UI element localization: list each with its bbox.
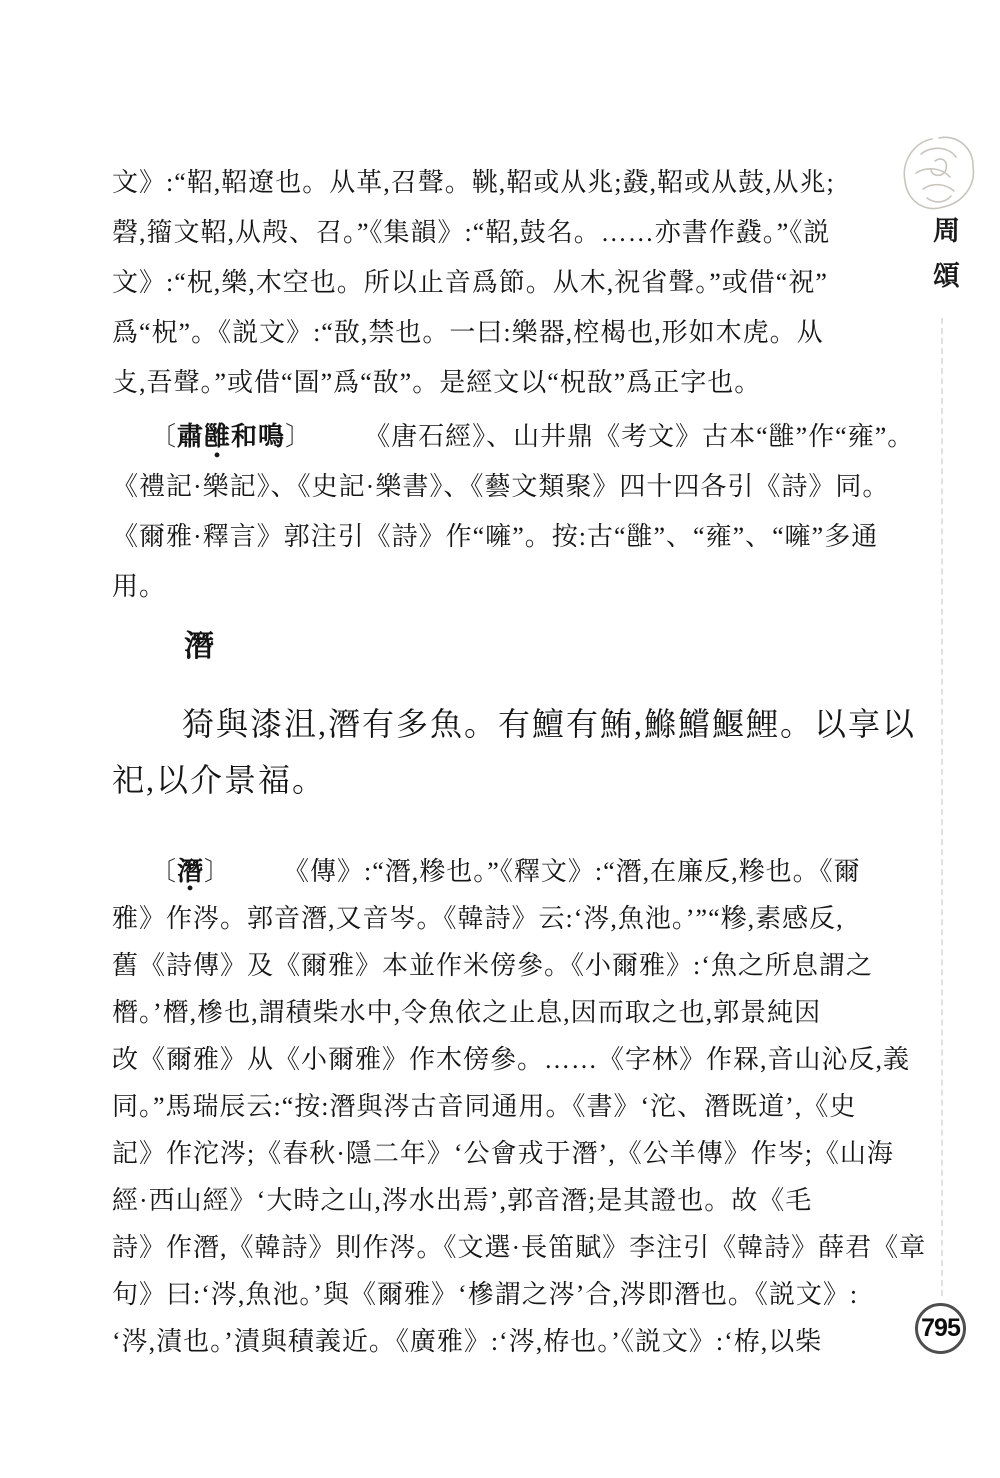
heading-emphasized-char: 雝	[204, 422, 232, 451]
heading-bracket-open: 〔	[150, 857, 178, 886]
text-line: 經·西山經》‘大時之山,涔水出焉’,郭音潛;是其證也。故《毛	[112, 1186, 813, 1215]
text-line: 舊《詩傳》及《爾雅》本並作米傍參。《小爾雅》:‘魚之所息謂之	[112, 951, 873, 980]
text-line: 文》:“鞀,鞀遼也。从革,召聲。鞉,鞀或从兆;鼗,鞀或从鼓,从兆;	[112, 168, 835, 197]
text-line: 雅》作涔。郭音潛,又音岑。《韓詩》云:‘涔,魚池。’”“糝,素感反,	[112, 904, 844, 933]
poem-section-title: 潛	[184, 630, 214, 663]
decorative-seal-icon	[897, 132, 981, 220]
text-line: 同。”馬瑞辰云:“按:潛與涔古音同通用。《書》‘沱、潛既道’,《史	[112, 1092, 857, 1121]
entry-heading	[177, 857, 204, 886]
page-number: 795	[921, 1314, 960, 1342]
entry-heading-line	[112, 412, 915, 462]
paragraph-continuation	[112, 158, 887, 408]
poem-line: 猗與漆沮,潛有多魚。有鱣有鮪,鰷鱨鰋鯉。以享以	[182, 706, 917, 742]
heading-text: 和鳴	[231, 422, 286, 451]
entry-heading-line	[112, 848, 887, 895]
text-line: 記》作沱涔;《春秋·隱二年》‘公會戎于潛’,《公羊傳》作岑;《山海	[112, 1139, 894, 1168]
heading-text: 肅	[177, 422, 205, 451]
heading-emphasized-char: 潛	[177, 857, 205, 886]
margin-chapter-label: 周頌	[929, 216, 959, 306]
entry-first-line-text: 《唐石經》、山井鼎《考文》古本“雝”作“雍”。	[364, 422, 915, 451]
poem-line: 祀,以介景福。	[112, 762, 327, 798]
text-line: 文》:“柷,樂,木空也。所以止音爲節。从木,祝省聲。”或借“祝”	[112, 268, 828, 297]
entry-heading	[177, 422, 285, 451]
entry-first-line-text: 《傳》:“潛,糝也。”《釋文》:“潛,在廉反,糝也。《爾	[283, 857, 861, 886]
text-line: 爲“柷”。《説文》:“敔,禁也。一曰:樂器,椌楬也,形如木虎。从	[112, 318, 824, 347]
text-line: 用。	[112, 572, 167, 601]
main-text-column	[112, 158, 927, 1365]
margin-rule	[941, 318, 943, 1296]
text-line: 橬。’橬,槮也,謂積柴水中,令魚依之止息,因而取之也,郭景純因	[112, 998, 822, 1027]
text-line: 詩》作潛,《韓詩》則作涔。《文選·長笛賦》李注引《韓詩》薛君《章	[112, 1233, 927, 1262]
text-line: ‘涔,漬也。’漬與積義近。《廣雅》:‘涔,栫也。’《説文》:‘栫,以柴	[112, 1327, 823, 1356]
text-line: 句》曰:‘涔,魚池。’與《爾雅》‘槮謂之涔’合,涔即潛也。《説文》:	[112, 1280, 859, 1309]
entry-suyonghening	[112, 412, 915, 612]
text-line: 改《爾雅》从《小爾雅》作木傍參。……《字林》作罧,音山沁反,義	[112, 1045, 911, 1074]
heading-bracket-close: 〕	[285, 422, 313, 451]
poem-text	[112, 696, 917, 808]
page-number-badge	[915, 1303, 966, 1354]
entry-qian	[112, 848, 927, 1365]
heading-bracket-close: 〕	[204, 857, 232, 886]
text-line: 磬,籀文鞀,从殸、召。”《集韻》:“鞀,鼓名。……亦書作鼗。”《説	[112, 218, 831, 247]
text-line: 攴,吾聲。”或借“圄”爲“敔”。是經文以“柷敔”爲正字也。	[112, 368, 762, 397]
text-line: 《爾雅·釋言》郭注引《詩》作“噰”。按:古“雝”、“雍”、“噰”多通	[112, 522, 879, 551]
text-line: 《禮記·樂記》、《史記·樂書》、《藝文類聚》四十四各引《詩》同。	[112, 472, 890, 501]
heading-bracket-open: 〔	[150, 422, 178, 451]
